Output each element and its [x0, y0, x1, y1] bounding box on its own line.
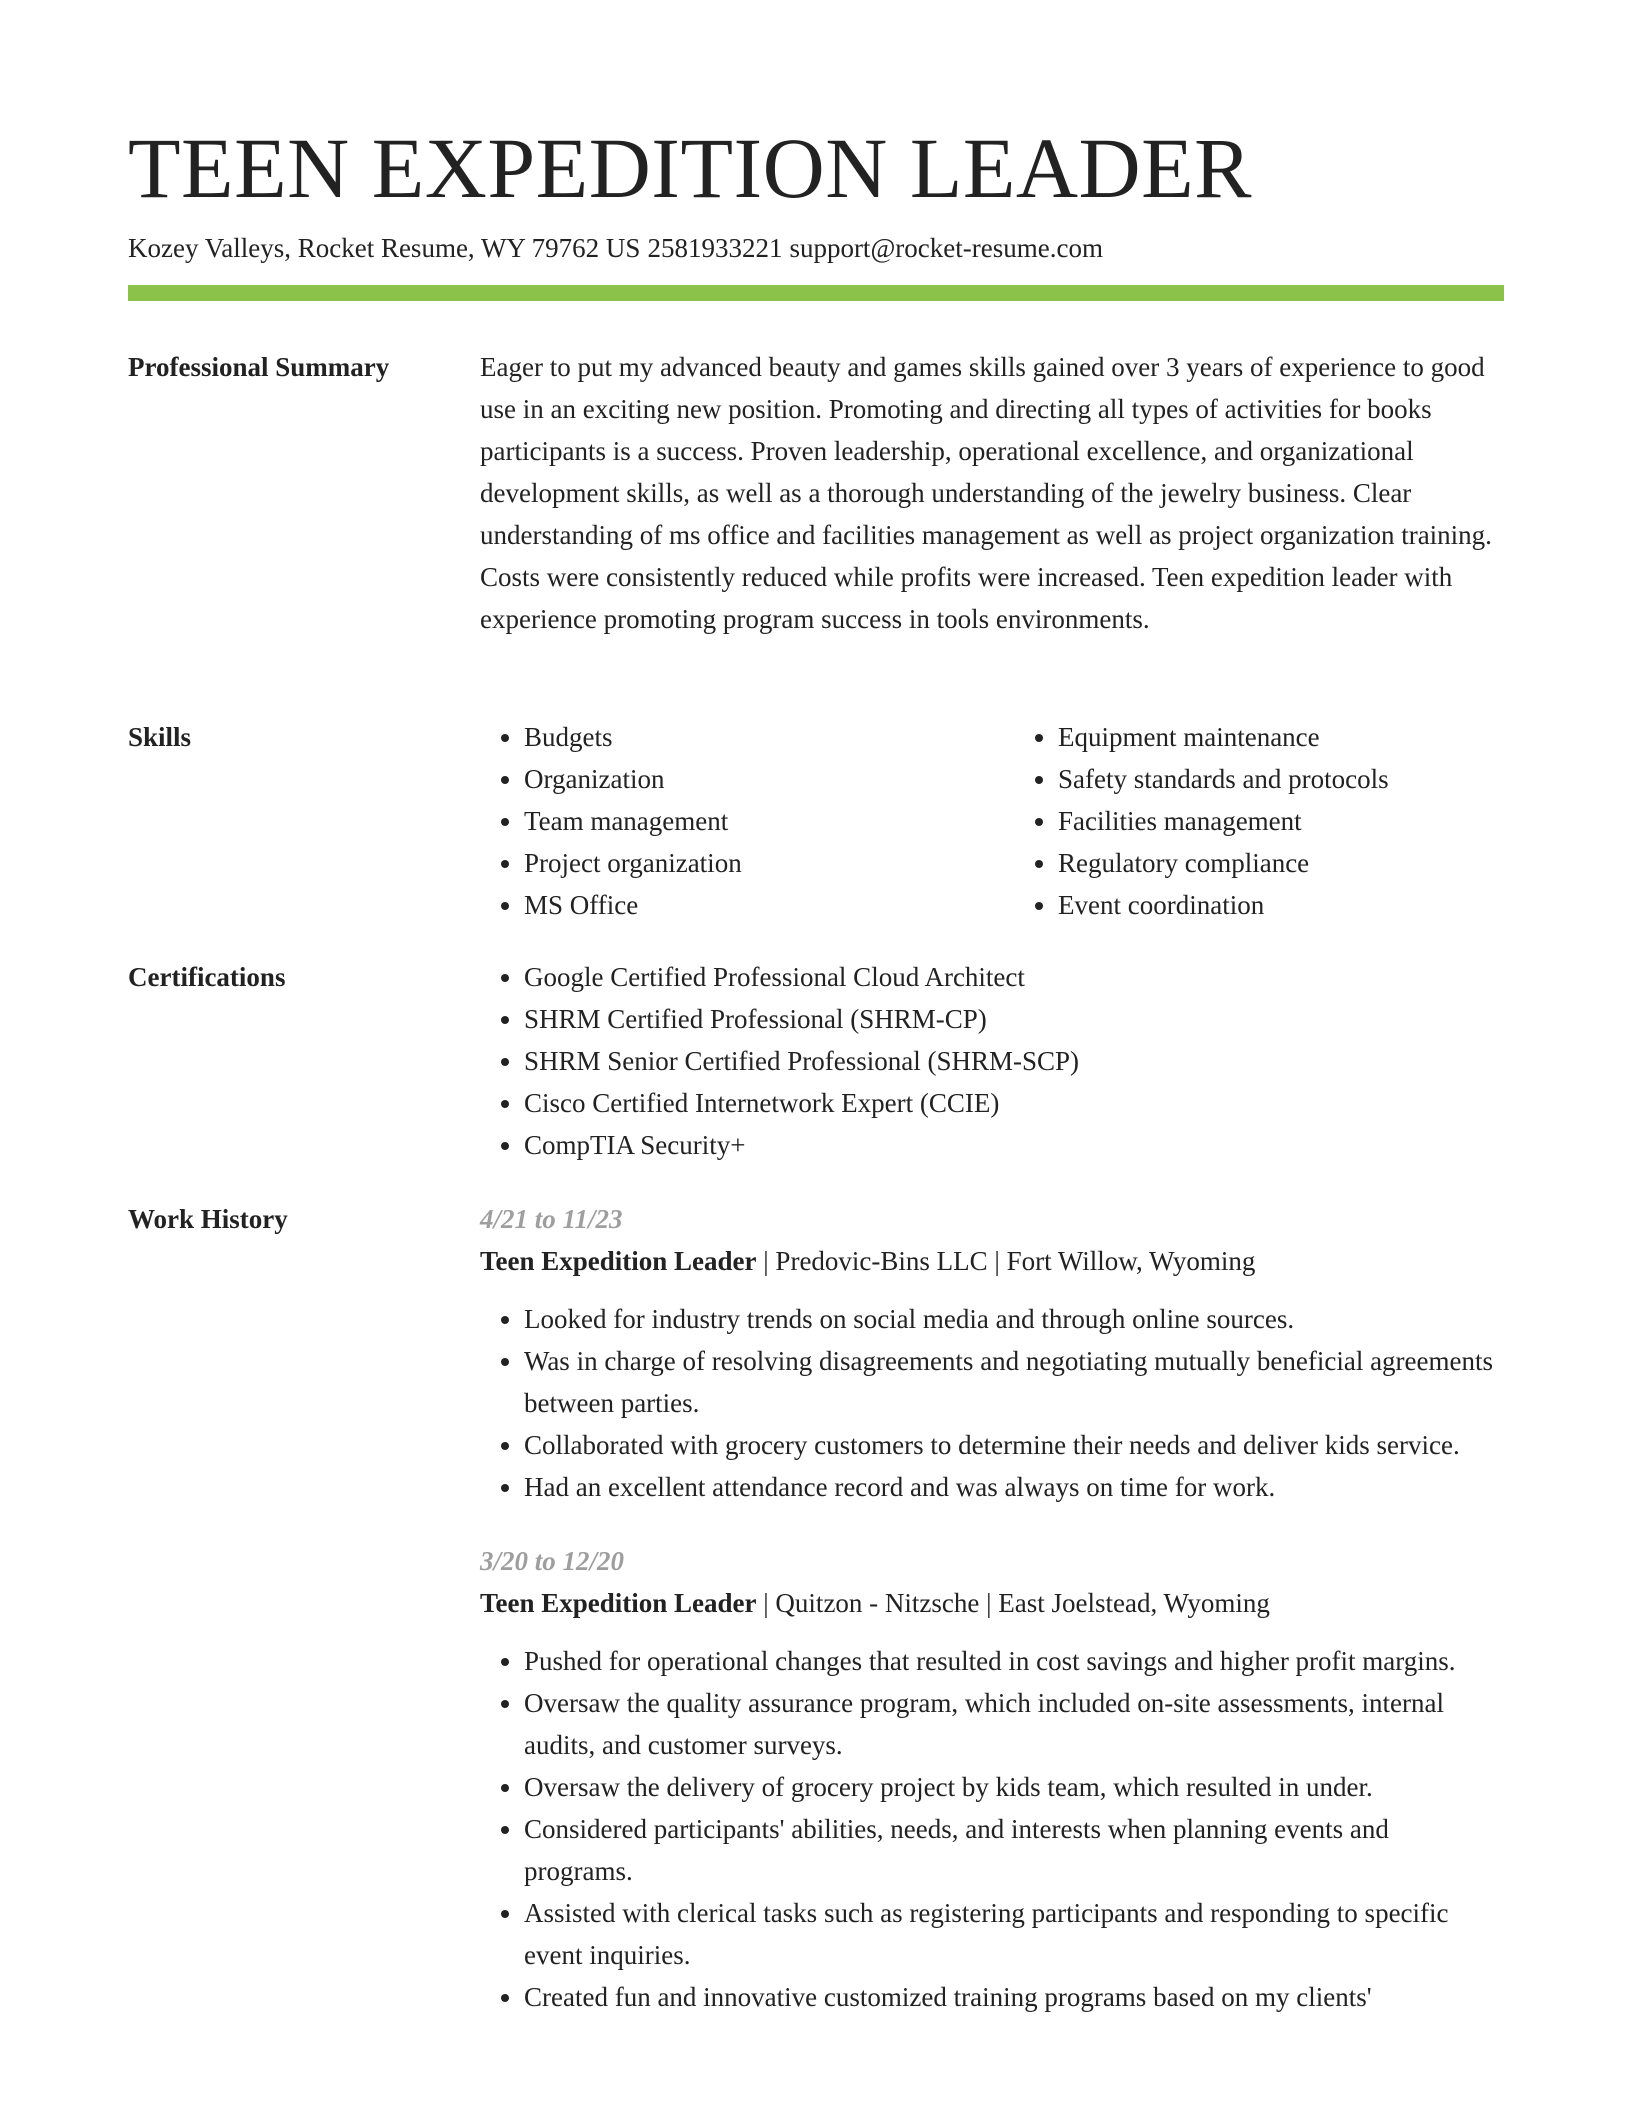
contact-line [128, 230, 1103, 266]
job-bullet: • Looked for industry trends on social media and through online sources. [524, 1298, 1504, 1340]
job-dates: 3/20 to 12/20 [480, 1546, 625, 1576]
job-bullet: • Assisted with clerical tasks such as registering participants and responding to specific event inquiries. [524, 1892, 1504, 1976]
job-bullets [480, 1640, 1504, 2018]
job-entry [480, 1540, 1504, 2018]
skill-item: • Event coordination [1058, 884, 1504, 926]
skill-item: • Budgets [524, 716, 970, 758]
contact-address: Kozey Valleys, Rocket Resume, WY 79762 US [128, 233, 641, 263]
job-bullet: • Created fun and innovative customized training programs based on my clients' [524, 1976, 1504, 2018]
work-history-heading: Work History [128, 1204, 288, 1234]
job-bullet: • Oversaw the quality assurance program, which included on-site assessments, internal audits, and customer surveys. [524, 1682, 1504, 1766]
job-bullet: • Collaborated with grocery customers to determine their needs and deliver kids service. [524, 1424, 1504, 1466]
job-bullet: • Oversaw the delivery of grocery project by kids team, which resulted in under. [524, 1766, 1504, 1808]
job-bullet: • Pushed for operational changes that resulted in cost savings and higher profit margins. [524, 1640, 1504, 1682]
job-bullet: • Was in charge of resolving disagreements and negotiating mutually beneficial agreements between parties. [524, 1340, 1504, 1424]
job-title: Teen Expedition Leader [480, 1588, 757, 1618]
contact-email: support@rocket-resume.com [789, 233, 1103, 263]
skill-item: • MS Office [524, 884, 970, 926]
certifications-list [480, 956, 1504, 1166]
job-employer-location: | Predovic-Bins LLC | Fort Willow, Wyoming [756, 1246, 1256, 1276]
certification-item: • CompTIA Security+ [524, 1124, 1504, 1166]
certification-item: • SHRM Certified Professional (SHRM-CP) [524, 998, 1504, 1040]
job-bullets [480, 1298, 1504, 1508]
skill-item: • Equipment maintenance [1058, 716, 1504, 758]
job-bullet: • Considered participants' abilities, needs, and interests when planning events and programs. [524, 1808, 1504, 1892]
job-title: Teen Expedition Leader [480, 1246, 757, 1276]
job-dates: 4/21 to 11/23 [480, 1204, 623, 1234]
skill-item: • Team management [524, 800, 970, 842]
job-heading [480, 1582, 1504, 1624]
certifications-heading: Certifications [128, 962, 286, 992]
certification-item: • Google Certified Professional Cloud Architect [524, 956, 1504, 998]
skill-item: • Facilities management [1058, 800, 1504, 842]
accent-divider [128, 285, 1504, 301]
job-bullet: • Had an excellent attendance record and was always on time for work. [524, 1466, 1504, 1508]
job-employer-location: | Quitzon - Nitzsche | East Joelstead, Wyoming [756, 1588, 1270, 1618]
skills-heading: Skills [128, 722, 192, 752]
certification-item: • Cisco Certified Internetwork Expert (CCIE) [524, 1082, 1504, 1124]
contact-phone: 2581933221 [647, 233, 783, 263]
skill-item: • Organization [524, 758, 970, 800]
certification-item: • SHRM Senior Certified Professional (SHRM-SCP) [524, 1040, 1504, 1082]
skill-item: • Regulatory compliance [1058, 842, 1504, 884]
job-heading [480, 1240, 1504, 1282]
skills-list-left [480, 716, 970, 926]
skills-list-right [1014, 716, 1504, 926]
summary-text: Eager to put my advanced beauty and games skills gained over 3 years of experience to good use in an exciting new position. Promoting and directing all types of activities for books participants is a success. Proven leadership, operational excellence, and organizational development skills, as well as a thorough understanding of the jewelry business. Clear understanding of ms office and facilities management as well as project organization training. Costs were consistently reduced while profits were increased. Teen expedition leader with experience promoting program success in tools environments. [480, 352, 1492, 634]
skill-item: • Safety standards and protocols [1058, 758, 1504, 800]
skill-item: • Project organization [524, 842, 970, 884]
candidate-name: TEEN EXPEDITION LEADER [128, 120, 1253, 216]
job-entry [480, 1198, 1504, 1508]
summary-heading: Professional Summary [128, 352, 390, 382]
